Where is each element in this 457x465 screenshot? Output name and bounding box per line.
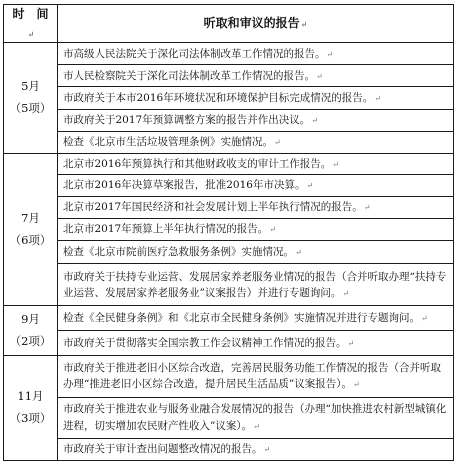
month-cell — [4, 153, 58, 306]
table-row — [4, 264, 454, 306]
report-item-text: 市政府关于推进农业与服务业融合发展情况的报告（办理“加快推进农村新型城镇化进程，切实增加农民财产性收入”议案）。 — [63, 403, 447, 432]
report-item-cell — [58, 65, 454, 87]
item-count-label: （5项） — [9, 100, 52, 115]
cell-end-mark: ↵ — [353, 380, 360, 390]
report-item-cell — [58, 196, 454, 218]
report-item-text: 北京市2016年预算执行和其他财政收支的审计工作报告。 — [63, 157, 332, 170]
time-column-header: 时 间↵ — [4, 5, 58, 43]
cell-end-mark: ↵ — [311, 115, 318, 125]
report-item-text: 检查《全民健身条例》和《北京市全民健身条例》实施情况并进行专题询问。 — [63, 312, 420, 325]
item-count-label: （3项） — [9, 410, 52, 425]
month-cell — [4, 43, 58, 154]
report-item-text: 市政府关于推进老旧小区综合改造，完善居民服务功能工作情况的报告（合并听取办理“推进老旧小区综合改造，提升居民生活品质”议案报告）。 — [63, 361, 441, 391]
table-body — [4, 43, 454, 461]
cell-end-mark: ↵ — [363, 203, 371, 213]
report-item-text: 市政府关于贯彻落实全国宗教工作会议精神工作情况的报告。 — [63, 336, 347, 349]
reports-column-header: 听取和审议的报告↵ — [58, 5, 454, 43]
report-item-cell — [58, 131, 454, 153]
item-count-label: （2项） — [9, 333, 52, 348]
cell-end-mark: ↵ — [253, 421, 260, 431]
cell-end-mark: ↵ — [295, 248, 302, 258]
cell-end-mark: ↵ — [269, 225, 276, 235]
report-item-cell — [58, 355, 454, 397]
table-row — [4, 331, 454, 356]
report-item-cell — [58, 174, 454, 196]
report-item-cell — [58, 218, 454, 240]
report-item-text: 北京市2017年国民经济和社会发展计划上半年执行情况的报告。 — [63, 201, 363, 214]
report-item-cell — [58, 438, 454, 460]
month-cell — [4, 355, 58, 460]
report-item-cell — [58, 87, 454, 109]
month-label: 7月 — [21, 210, 40, 225]
cell-end-mark: ↵ — [306, 181, 314, 191]
report-item-text: 北京市2017年预算上半年执行情况的报告。 — [63, 223, 269, 236]
table-row — [4, 218, 454, 240]
table-row — [4, 306, 454, 331]
report-item-cell — [58, 331, 454, 356]
cell-end-mark: ↵ — [421, 314, 428, 324]
table-row — [4, 196, 454, 218]
cell-end-mark: ↵ — [374, 93, 381, 103]
table-row — [4, 438, 454, 460]
month-label: 9月 — [21, 311, 40, 326]
report-item-text: 市政府关于2017年预算调整方案的报告并作出决议。 — [63, 113, 311, 126]
table-row — [4, 131, 454, 153]
table-row — [4, 109, 454, 131]
cell-end-mark: ↵ — [316, 71, 323, 81]
month-label: 5月 — [21, 79, 40, 94]
report-item-cell — [58, 306, 454, 331]
report-item-text: 市高级人民法院关于深化司法体制改革工作情况的报告。 — [63, 47, 326, 60]
document-page — [3, 4, 454, 461]
report-item-text: 市政府关于本市2016年环境状况和环境保护目标完成情况的报告。 — [63, 91, 374, 104]
table-row — [4, 153, 454, 174]
report-item-cell — [58, 153, 454, 174]
table-row — [4, 397, 454, 438]
item-count-label: （6项） — [9, 232, 52, 247]
cell-end-mark: ↵ — [326, 49, 334, 59]
cell-end-mark: ↵ — [263, 445, 271, 455]
report-schedule-table — [3, 4, 454, 461]
report-item-cell — [58, 109, 454, 131]
table-header-row — [4, 5, 454, 43]
report-item-cell — [58, 264, 454, 306]
table-row — [4, 174, 454, 196]
report-item-text: 市政府关于审计查出问题整改情况的报告。 — [63, 443, 263, 456]
report-item-text: 检查《北京市院前医疗急救服务条例》实施情况。 — [63, 246, 294, 259]
report-item-text: 北京市2016年决算草案报告，批准2016年市决算。 — [63, 179, 306, 192]
report-item-text: 检查《北京市生活垃圾管理条例》实施情况。 — [63, 136, 273, 149]
report-item-cell — [58, 397, 454, 438]
report-item-cell — [58, 43, 454, 65]
table-row — [4, 65, 454, 87]
cell-end-mark: ↵ — [347, 338, 355, 348]
table-row — [4, 241, 454, 264]
report-item-text: 市政府关于扶持专业运营、发展居家养老服务业情况的报告（合并听取办理“扶持专业运营、发展居家养老服务业”议案报告）并进行专题询问。 — [63, 270, 447, 299]
report-item-cell — [58, 241, 454, 264]
cell-end-mark: ↵ — [332, 159, 339, 169]
report-item-text: 市人民检察院关于深化司法体制改革工作情况的报告。 — [63, 69, 315, 82]
month-label: 11月 — [17, 389, 44, 404]
cell-end-mark: ↵ — [274, 138, 281, 148]
month-cell — [4, 306, 58, 355]
cell-end-mark: ↵ — [342, 288, 350, 298]
table-row — [4, 87, 454, 109]
table-row — [4, 355, 454, 397]
table-row — [4, 43, 454, 65]
